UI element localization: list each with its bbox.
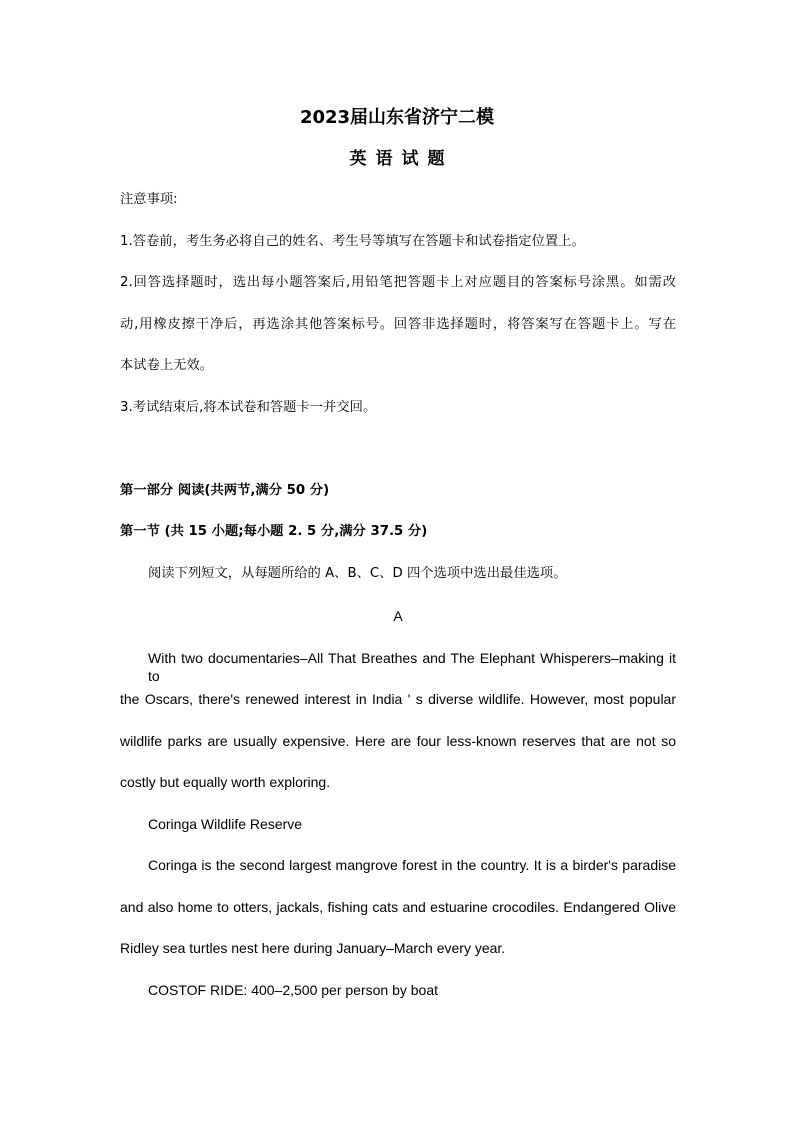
passage-label: A [393, 608, 403, 624]
notice-item-2-line-2: 动,用橡皮擦干净后，再选涂其他答案标号。回答非选择题时，将答案写在答题卡上。写在 [120, 317, 676, 332]
passage-paragraph-1-line-3: wildlife parks are usually expensive. Here are four less-known reserves that are not so [120, 733, 676, 749]
page-title: 2023届山东省济宁二模 [299, 107, 495, 128]
part1-heading: 第一部分 阅读(共两节,满分 50 分) [120, 483, 330, 498]
notice-item-1: 1.答卷前，考生务必将自己的姓名、考生号等填写在答题卡和试卷指定位置上。 [120, 234, 585, 249]
passage-paragraph-1-line-2: the Oscars, there's renewed interest in India ' s diverse wildlife. However, most popular [120, 691, 676, 707]
reading-instruction: 阅读下列短文，从每题所给的 A、B、C、D 四个选项中选出最佳选项。 [148, 566, 567, 581]
cost-of-ride: COSTOF RIDE: 400–2,500 per person by boat [148, 982, 439, 998]
notice-item-2-line-3: 本试卷上无效。 [120, 358, 214, 373]
notice-item-2-line-1: 2.回答选择题时，选出每小题答案后,用铅笔把答题卡上对应题目的答案标号涂黑。如需改 [120, 275, 676, 290]
notice-heading: 注意事项: [120, 192, 178, 207]
passage-paragraph-1-line-4: costly but equally worth exploring. [120, 774, 331, 790]
page-subtitle: 英语试题 [349, 149, 454, 169]
passage-paragraph-2-line-3: Ridley sea turtles nest here during January–March every year. [120, 940, 506, 956]
reserve-name: Coringa Wildlife Reserve [148, 816, 303, 832]
passage-paragraph-2-line-2: and also home to otters, jackals, fishing cats and estuarine crocodiles. Endangered Olive [120, 899, 676, 915]
passage-paragraph-1-line-1: With two documentaries–All That Breathes and The Elephant Whisperers–making it to [148, 650, 676, 684]
section1-heading: 第一节 (共 15 小题;每小题 2. 5 分,满分 37.5 分) [120, 524, 428, 539]
passage-paragraph-2-line-1: Coringa is the second largest mangrove forest in the country. It is a birder's paradise [148, 857, 676, 873]
notice-item-3: 3.考试结束后,将本试卷和答题卡一并交回。 [120, 400, 377, 415]
